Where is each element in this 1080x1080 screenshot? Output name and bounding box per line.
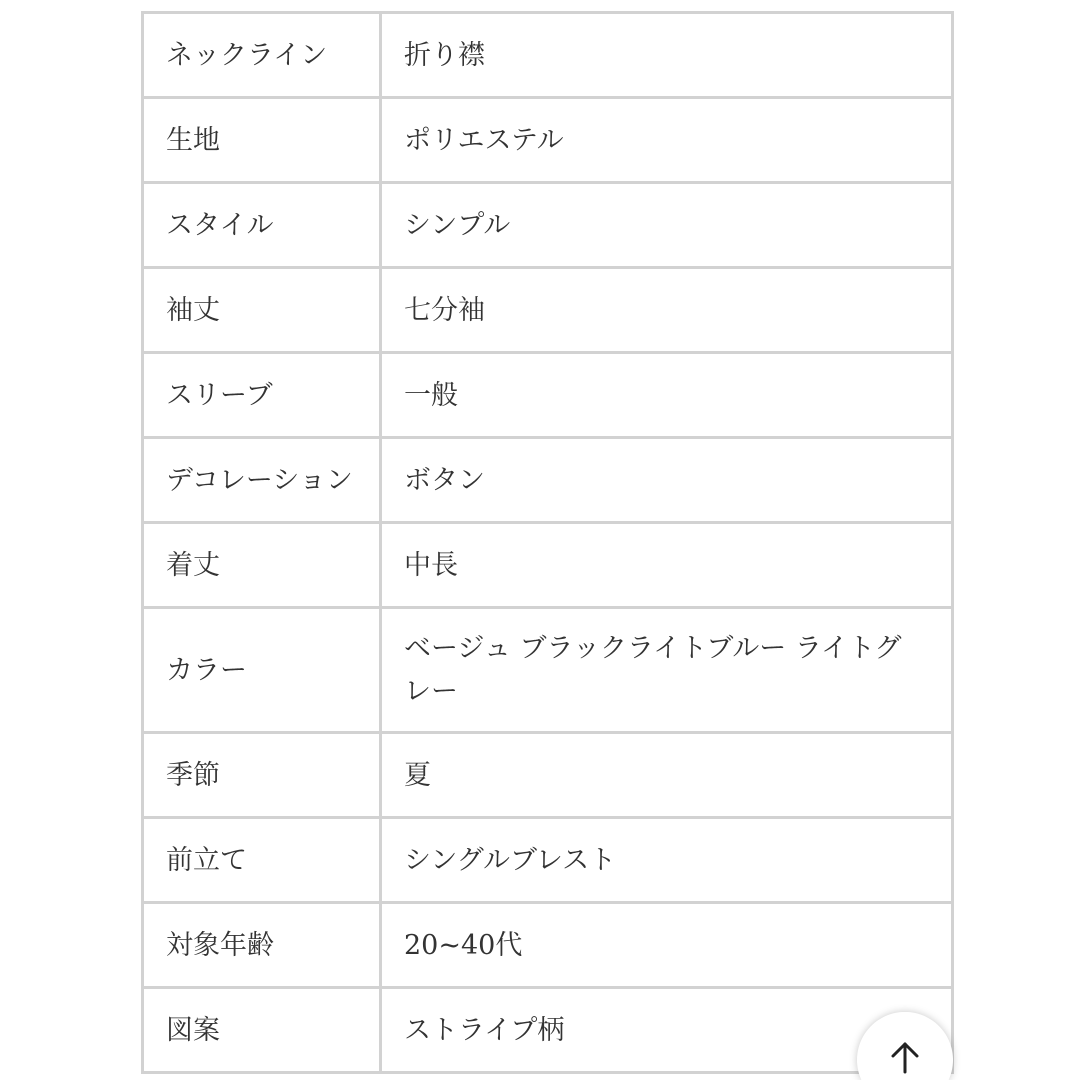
spec-row <box>143 988 953 1073</box>
spec-label: 前立て <box>143 818 381 903</box>
spec-table <box>141 11 954 1074</box>
spec-row <box>143 183 953 268</box>
spec-label: 季節 <box>143 733 381 818</box>
spec-row <box>143 903 953 988</box>
spec-label: 着丈 <box>143 523 381 608</box>
spec-value: ベージュ ブラックライトブルー ライトグレー <box>381 608 953 733</box>
spec-value: 七分袖 <box>381 268 953 353</box>
spec-label: ネックライン <box>143 13 381 98</box>
spec-value: ポリエステル <box>381 98 953 183</box>
spec-label: スタイル <box>143 183 381 268</box>
spec-row <box>143 608 953 733</box>
spec-row <box>143 13 953 98</box>
spec-value: ボタン <box>381 438 953 523</box>
spec-row <box>143 438 953 523</box>
spec-value: 一般 <box>381 353 953 438</box>
spec-value: 中長 <box>381 523 953 608</box>
spec-label: カラー <box>143 608 381 733</box>
arrow-up-icon <box>857 1012 953 1080</box>
spec-row <box>143 98 953 183</box>
scroll-to-top-button[interactable] <box>857 1012 953 1080</box>
spec-label: デコレーション <box>143 438 381 523</box>
spec-row <box>143 733 953 818</box>
spec-label: スリーブ <box>143 353 381 438</box>
spec-label: 袖丈 <box>143 268 381 353</box>
spec-row <box>143 523 953 608</box>
spec-label: 生地 <box>143 98 381 183</box>
spec-value: 折り襟 <box>381 13 953 98</box>
spec-row <box>143 268 953 353</box>
spec-value: 20~40代 <box>381 903 953 988</box>
spec-value: 夏 <box>381 733 953 818</box>
spec-label: 図案 <box>143 988 381 1073</box>
spec-row <box>143 353 953 438</box>
spec-label: 対象年齢 <box>143 903 381 988</box>
spec-row <box>143 818 953 903</box>
spec-value: シングルブレスト <box>381 818 953 903</box>
spec-value: ストライプ柄 <box>381 988 953 1073</box>
spec-value: シンプル <box>381 183 953 268</box>
